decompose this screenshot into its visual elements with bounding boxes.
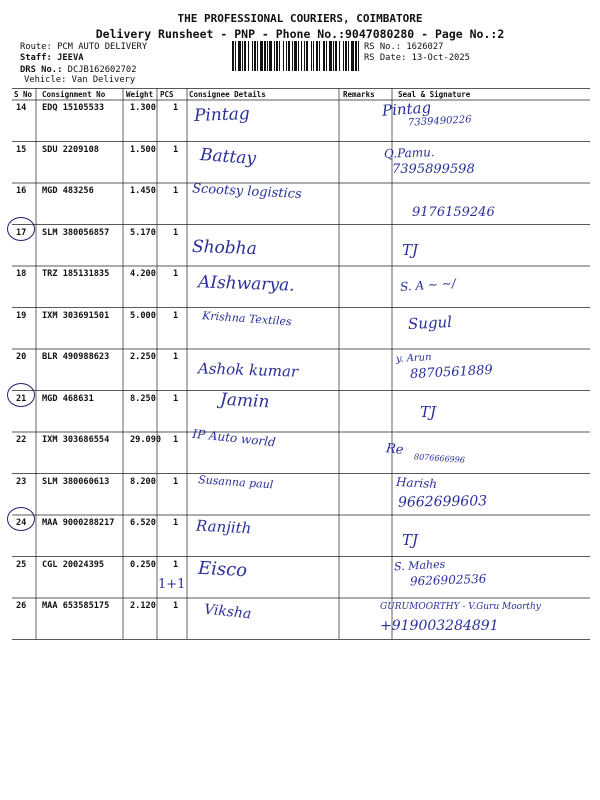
- row-weight: 1.500: [130, 144, 156, 155]
- row-sno: 26: [16, 601, 27, 611]
- row-consignment-no: EDQ 15105533: [42, 103, 105, 113]
- row-consignee-handwritten: Shobha: [191, 236, 258, 259]
- row-signature-handwritten: Re: [385, 441, 405, 458]
- barcode-bar: [333, 41, 334, 71]
- barcode-bar: [248, 41, 249, 71]
- barcode-bar: [235, 41, 236, 71]
- row-weight: 6.520: [130, 518, 156, 528]
- row-sno: 14: [16, 103, 27, 113]
- row-sno: 23: [16, 476, 27, 487]
- row-signature-handwritten: S. A ~ ~/: [399, 276, 457, 294]
- row-weight: 8.250: [130, 393, 156, 404]
- row-weight: 5.000: [130, 310, 156, 321]
- barcode-bar: [254, 41, 256, 71]
- barcode-bar: [232, 41, 234, 71]
- row-sno: 20: [16, 352, 27, 362]
- route-line: [20, 42, 147, 52]
- barcode-bar: [252, 41, 253, 71]
- row-pcs: 1: [173, 435, 179, 445]
- barcode-bar: [329, 41, 332, 71]
- rs-date-value: 13-Oct-2025: [411, 53, 470, 63]
- row-signature-handwritten: S. Mahes: [393, 557, 446, 573]
- barcode-bar: [301, 41, 302, 71]
- sno-circle-mark: [7, 383, 35, 407]
- barcode-bar: [238, 41, 241, 71]
- row-signature-handwritten: Q.Pamu.: [383, 144, 435, 161]
- rs-date-label: RS Date:: [364, 53, 407, 63]
- barcode-bar: [319, 41, 320, 71]
- row-consignment-no: SLM 380056857: [42, 227, 110, 238]
- row-phone-handwritten: 8870561889: [409, 362, 494, 383]
- row-consignment-no: BLR 490988623: [42, 352, 110, 362]
- row-phone-handwritten: 9176159246: [412, 205, 495, 220]
- row-weight: 5.170: [130, 227, 156, 238]
- barcode-bar: [335, 41, 337, 71]
- row-weight: 2.250: [130, 352, 156, 362]
- barcode-bar: [304, 41, 305, 71]
- sno-circle-mark: [7, 217, 35, 241]
- rs-no-value: 1626027: [406, 42, 444, 52]
- barcode-bar: [286, 41, 287, 71]
- row-signature-handwritten: Sugul: [407, 312, 453, 333]
- barcode-bar: [279, 41, 280, 71]
- row-pcs: 1: [173, 352, 179, 362]
- row-signature-handwritten: Pintag: [381, 98, 432, 120]
- row-consignment-no: MAA 9000288217: [42, 518, 115, 528]
- row-pcs: 1: [173, 601, 179, 611]
- barcode-bar: [306, 41, 308, 71]
- row-sno: 25: [16, 559, 27, 570]
- row-pcs: 1: [173, 227, 179, 238]
- row-consignee-handwritten: Krishna Textiles: [201, 308, 293, 328]
- barcode-bar: [339, 41, 340, 71]
- barcode-bar: [267, 41, 268, 71]
- row-sno: 21: [16, 393, 27, 404]
- drs-value: DCJB162602702: [67, 65, 137, 75]
- barcode-bar: [345, 41, 347, 71]
- row-signature-handwritten: GURUMOORTHY - V.Guru Moorthy: [380, 602, 541, 612]
- staff-line: [20, 53, 84, 63]
- vehicle-line: [24, 75, 135, 85]
- route-value: PCM AUTO DELIVERY: [57, 42, 148, 52]
- row-consignee-handwritten: IP Auto world: [191, 426, 277, 450]
- row-weight: 1.450: [130, 186, 156, 196]
- row-pcs: 1: [173, 393, 179, 404]
- barcode: [232, 41, 360, 71]
- row-consignment-no: IXM 303686554: [42, 435, 110, 445]
- barcode-bar: [326, 41, 327, 71]
- row-weight: 4.200: [130, 269, 156, 279]
- barcode-bar: [298, 41, 299, 71]
- barcode-bar: [323, 41, 325, 71]
- barcode-bar: [274, 41, 275, 71]
- row-phone-handwritten: TJ: [420, 402, 437, 421]
- col-header-seal: Seal & Signature: [398, 90, 471, 99]
- row-consignment-no: CGL 20024395: [42, 559, 105, 570]
- row-consignment-no: MGD 468631: [42, 393, 94, 404]
- row-phone-handwritten: 7395899598: [392, 161, 475, 177]
- row-consignee-handwritten: Ashok kumar: [197, 359, 299, 381]
- row-weight: 29.090: [130, 435, 162, 445]
- col-header-sno: S No: [14, 90, 33, 99]
- row-phone-handwritten: 7339490226: [407, 114, 472, 129]
- row-consignment-no: MGD 483256: [42, 186, 94, 196]
- barcode-bar: [244, 41, 246, 71]
- barcode-bar: [343, 41, 344, 71]
- rs-no-line: [364, 42, 443, 52]
- row-phone-handwritten: +919003284891: [380, 618, 499, 634]
- col-header-consignment: Consignment No: [42, 90, 106, 99]
- row-consignee-handwritten: Pintag: [193, 104, 251, 126]
- row-phone-handwritten: 8076666996: [413, 452, 466, 465]
- barcode-bar: [260, 41, 263, 71]
- barcode-bar: [358, 41, 359, 71]
- barcode-bar: [316, 41, 318, 71]
- barcode-bar: [292, 41, 293, 71]
- vehicle-value: Van Delivery: [71, 75, 136, 85]
- barcode-bar: [242, 41, 243, 71]
- sno-circle-mark: [7, 507, 35, 531]
- row-phone-handwritten: TJ: [402, 531, 419, 549]
- row-consignee-handwritten: Scootsy logistics: [191, 181, 303, 203]
- barcode-bar: [294, 41, 297, 71]
- row-weight: 2.120: [130, 601, 156, 611]
- row-pcs-handwritten-note: 1+1: [158, 576, 186, 592]
- row-consignment-no: SDU 2209108: [42, 144, 99, 155]
- row-pcs: 1: [173, 476, 179, 487]
- col-header-remarks: Remarks: [343, 90, 375, 99]
- row-pcs: 1: [173, 186, 179, 196]
- drs-line: [20, 65, 137, 75]
- row-consignee-handwritten: Jamin: [219, 389, 270, 412]
- barcode-bar: [283, 41, 284, 71]
- row-weight: 1.300: [130, 103, 156, 113]
- row-pcs: 1: [173, 559, 179, 570]
- row-consignment-no: IXM 303691501: [42, 310, 110, 321]
- row-sno: 15: [16, 144, 27, 155]
- col-header-consignee: Consignee Details: [189, 90, 266, 99]
- row-pcs: 1: [173, 518, 179, 528]
- barcode-bar: [264, 41, 266, 71]
- row-consignee-handwritten: Ranjith: [195, 516, 252, 538]
- row-weight: 8.200: [130, 476, 156, 487]
- row-consignee-handwritten: Battay: [199, 144, 257, 169]
- row-weight: 0.250: [130, 559, 156, 570]
- row-consignment-no: SLM 380060613: [42, 476, 110, 487]
- row-phone-handwritten: TJ: [402, 240, 419, 259]
- barcode-bar: [288, 41, 290, 71]
- row-signature-handwritten: y. Arun: [395, 352, 432, 365]
- barcode-bar: [351, 41, 354, 71]
- row-phone-handwritten: 9626902536: [409, 571, 487, 588]
- barcode-bar: [348, 41, 349, 71]
- row-consignment-no: TRZ 185131835: [42, 269, 110, 279]
- row-consignee-handwritten: Susanna paul: [197, 472, 274, 491]
- drs-label: DRS No.:: [20, 65, 63, 75]
- barcode-bar: [313, 41, 314, 71]
- row-sno: 19: [16, 310, 27, 321]
- rs-date-line: [364, 53, 470, 63]
- row-sno: 17: [16, 227, 27, 238]
- row-pcs: 1: [173, 103, 179, 113]
- barcode-bar: [257, 41, 258, 71]
- rs-no-label: RS No.:: [364, 42, 402, 52]
- row-consignment-no: MAA 653585175: [42, 601, 110, 611]
- route-label: Route:: [20, 42, 52, 52]
- barcode-bar: [276, 41, 278, 71]
- barcode-bar: [269, 41, 272, 71]
- row-consignee-handwritten: Eisco: [197, 557, 248, 581]
- row-sno: 24: [16, 518, 27, 528]
- barcode-bar: [311, 41, 312, 71]
- row-sno: 18: [16, 269, 27, 279]
- col-header-weight: Weight: [126, 90, 154, 99]
- row-pcs: 1: [173, 310, 179, 321]
- row-phone-handwritten: 9662699603: [397, 492, 488, 511]
- staff-label: Staff:: [20, 53, 52, 63]
- staff-value: JEEVA: [57, 53, 84, 63]
- row-pcs: 1: [173, 144, 179, 155]
- barcode-bar: [355, 41, 357, 71]
- runsheet-subtitle: Delivery Runsheet - PNP - Phone No.:9047080280 - Page No.:2: [95, 27, 505, 41]
- row-signature-handwritten: Harish: [395, 474, 438, 491]
- row-sno: 22: [16, 435, 27, 445]
- col-header-pcs: PCS: [160, 90, 174, 99]
- row-sno: 16: [16, 186, 27, 196]
- row-consignee-handwritten: AIshwarya.: [197, 272, 295, 296]
- company-title: THE PROFESSIONAL COURIERS, COIMBATORE: [177, 12, 423, 25]
- row-pcs: 1: [173, 269, 179, 279]
- row-consignee-handwritten: Viksha: [203, 601, 253, 623]
- vehicle-label: Vehicle:: [24, 75, 67, 85]
